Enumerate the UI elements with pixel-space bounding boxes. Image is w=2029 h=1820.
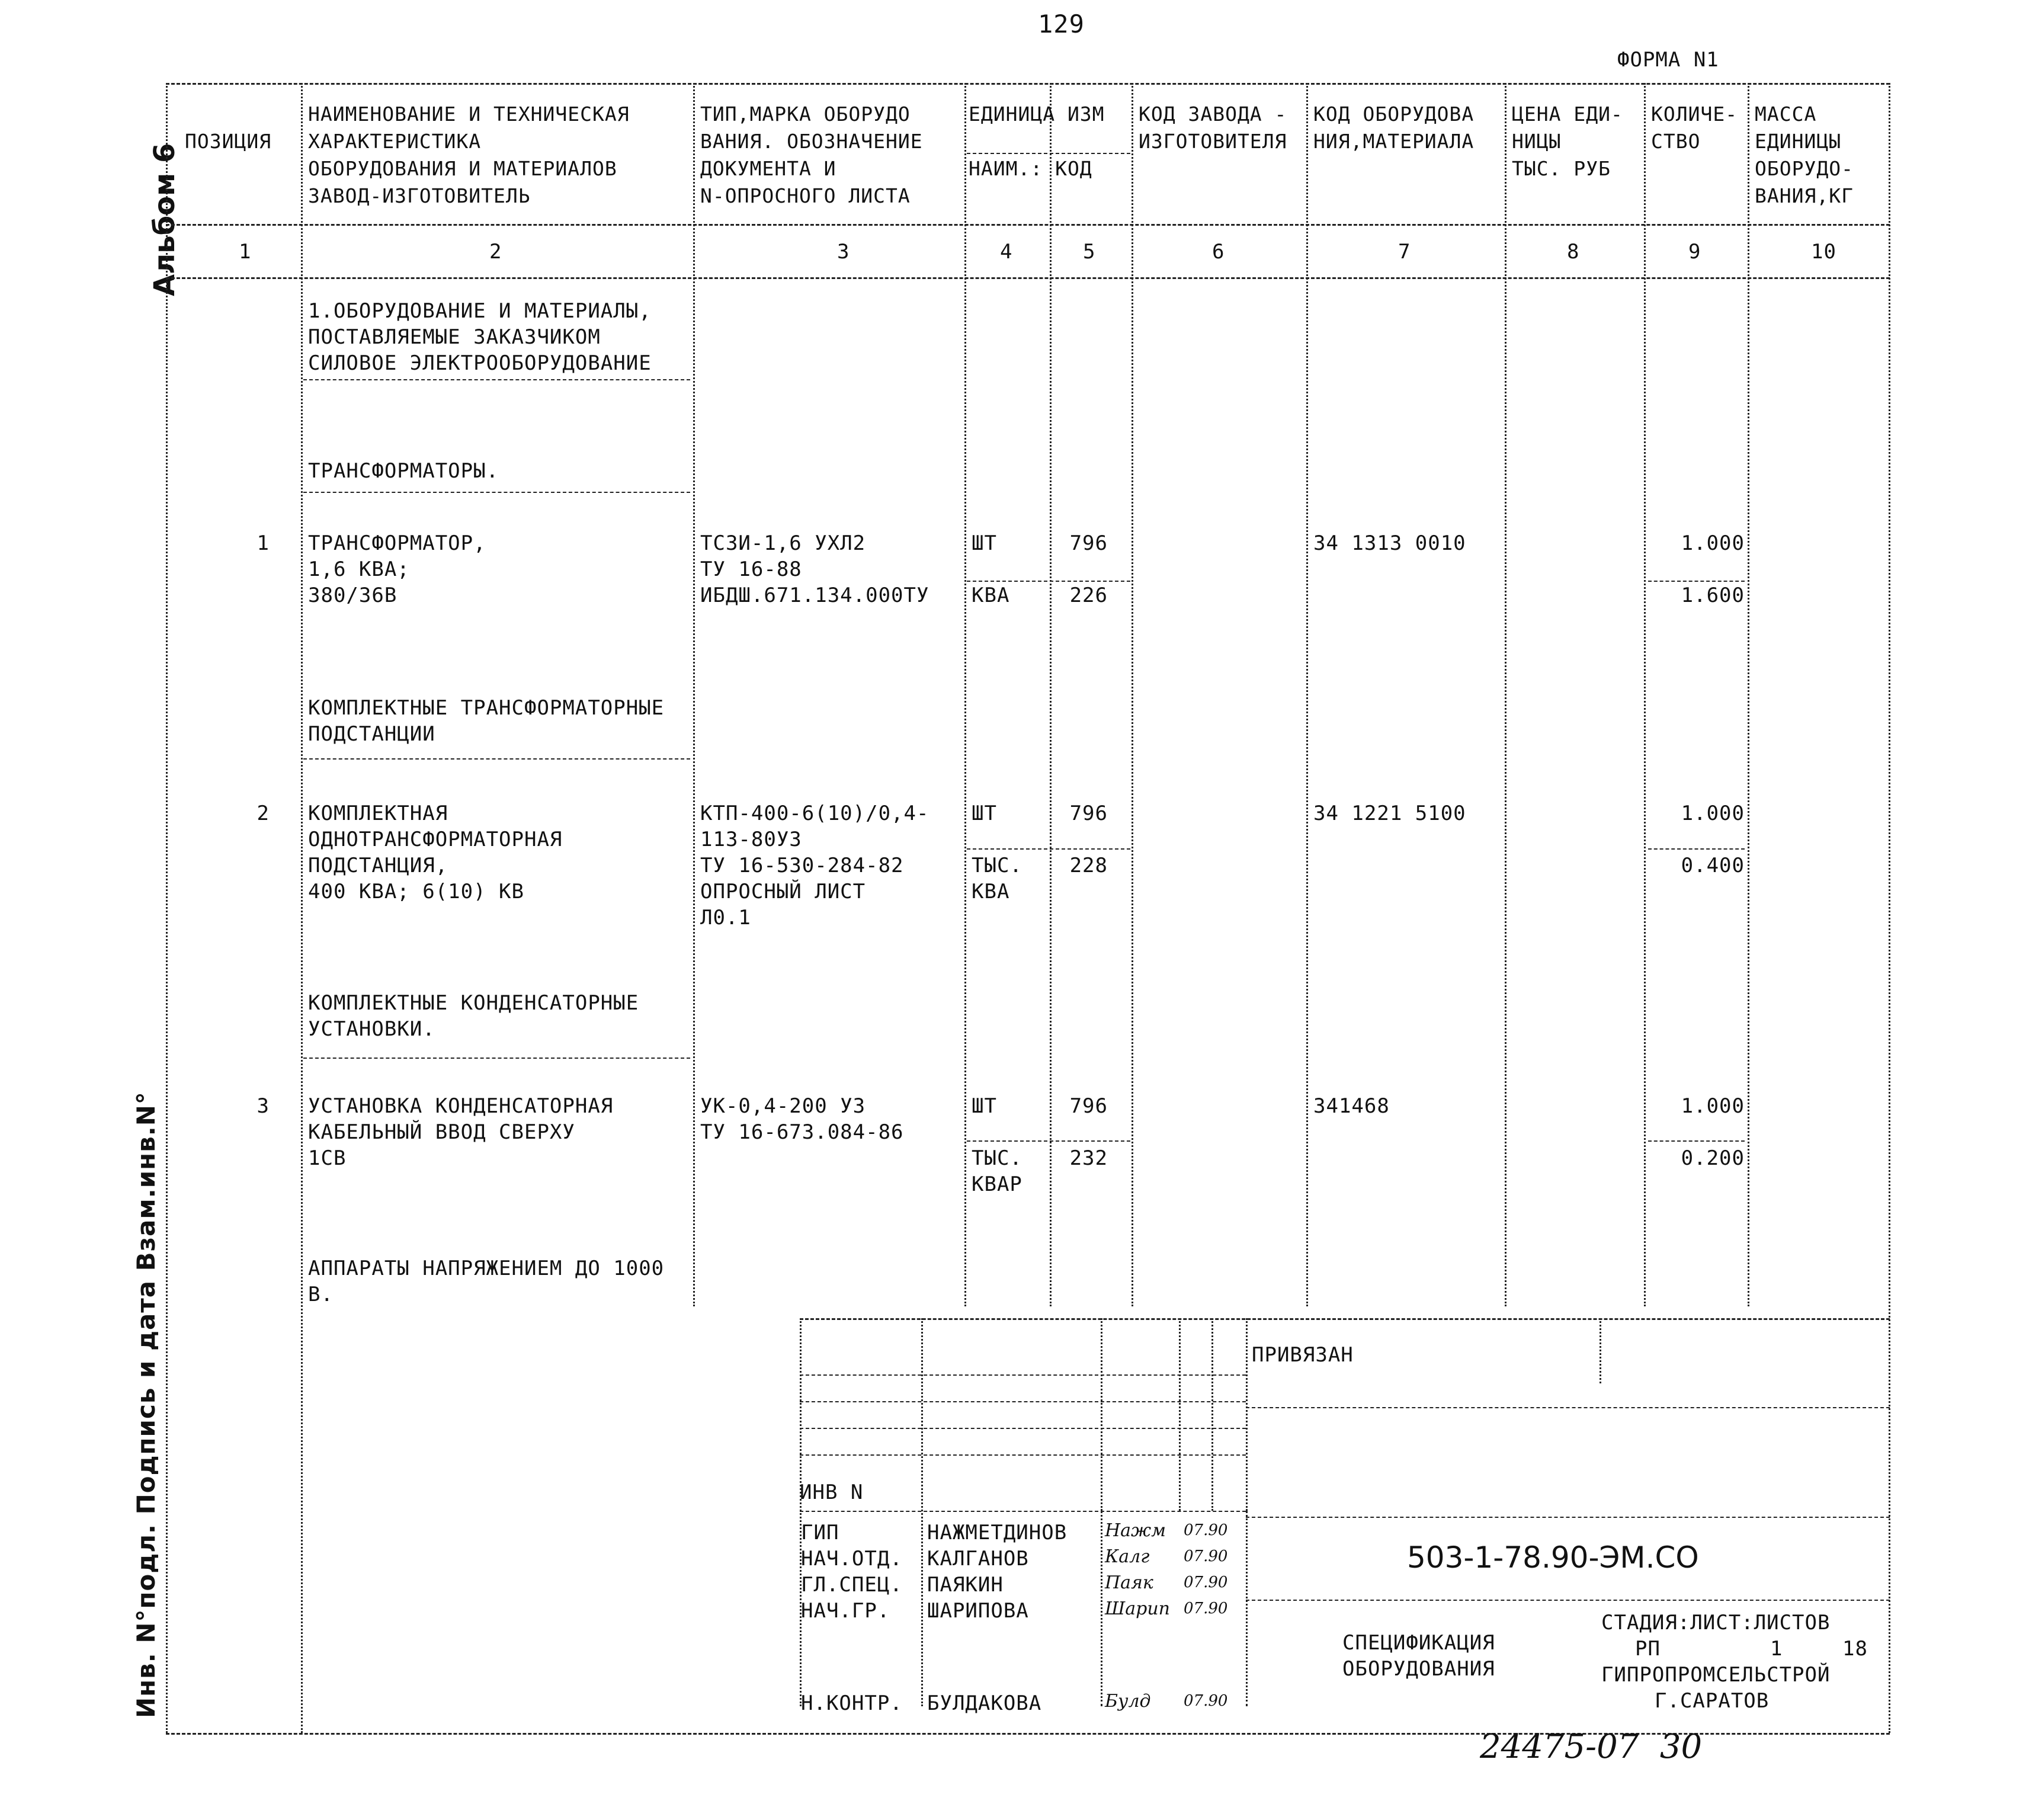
row-19-col-5: 232: [1069, 1146, 1108, 1170]
signatory-role-4: НАЧ.ГР.: [801, 1599, 890, 1623]
row-4-col-2: ТРАНСФОРМАТОРЫ.: [308, 459, 499, 483]
signatory-signature-2: Калг: [1105, 1546, 1150, 1567]
header-col-3-line-2: ВАНИЯ. ОБОЗНАЧЕНИЕ: [700, 130, 923, 153]
stamp-rule-right-b: [1246, 1517, 1890, 1518]
signatory-date-5: 07.90: [1184, 1692, 1228, 1710]
column-divider-7: [1505, 83, 1506, 1306]
row-12-col-3: ТУ 16-530-284-82: [700, 854, 904, 877]
row-8-col-2: КОМПЛЕКТНЫЕ ТРАНСФОРМАТОРНЫЕ: [308, 696, 665, 720]
stamp-divider-0: [800, 1318, 802, 1706]
signatory-role-1: ГИП: [801, 1521, 839, 1545]
column-divider-3: [964, 83, 966, 1306]
inv-label: ИНВ N: [800, 1481, 864, 1504]
column-divider-10: [1889, 83, 1890, 1733]
column-divider-4: [1050, 83, 1052, 1306]
header-col-7-line-1: КОД ОБОРУДОВА: [1313, 102, 1475, 126]
row-11-col-2: ОДНОТРАНСФОРМАТОРНАЯ: [308, 828, 563, 851]
doc-title-line-2: ОБОРУДОВАНИЯ: [1342, 1657, 1495, 1681]
row-5-col-1: 1: [257, 531, 270, 555]
signatory-date-4: 07.90: [1184, 1600, 1228, 1617]
section-rule-3: [303, 1058, 690, 1059]
signatory-role-5: Н.КОНТР.: [801, 1691, 903, 1715]
stamp-rule-0: [800, 1374, 1246, 1376]
unit-rule-2: [967, 1140, 1130, 1142]
section-rule-1: [303, 492, 690, 493]
stamp-divider-date: [1246, 1511, 1248, 1706]
column-divider-5: [1132, 83, 1133, 1306]
column-number-7: 7: [1398, 240, 1411, 264]
header-col-10-line-4: ВАНИЯ,КГ: [1755, 184, 1854, 207]
stamp-divider-3: [1179, 1318, 1181, 1511]
row-3-col-2: СИЛОВОЕ ЭЛЕКТРООБОРУДОВАНИЕ: [308, 351, 652, 375]
header-col-10-line-1: МАССА: [1755, 102, 1817, 126]
row-5-col-3: ТСЗИ-1,6 УХЛ2: [700, 531, 866, 555]
row-14-col-3: Л0.1: [700, 906, 751, 930]
row-2-col-2: ПОСТАВЛЯЕМЫЕ ЗАКАЗЧИКОМ: [308, 325, 601, 349]
table-rule-0: [166, 83, 1890, 85]
row-13-col-4: КВА: [972, 880, 1010, 903]
row-12-col-9: 0.400: [1681, 854, 1745, 877]
row-10-col-7: 34 1221 5100: [1313, 802, 1466, 825]
row-6-col-2: 1,6 КВА;: [308, 557, 410, 581]
row-15-col-2: КОМПЛЕКТНЫЕ КОНДЕНСАТОРНЫЕ: [308, 991, 639, 1015]
row-6-col-3: ТУ 16-88: [700, 557, 802, 581]
row-17-col-3: УК-0,4-200 У3: [700, 1094, 866, 1118]
row-17-col-9: 1.000: [1681, 1094, 1745, 1118]
row-18-col-2: КАБЕЛЬНЫЙ ВВОД СВЕРХУ: [308, 1120, 575, 1144]
privyazan-label: ПРИВЯЗАН: [1252, 1343, 1354, 1367]
row-10-col-5: 796: [1069, 802, 1108, 825]
signatory-name-1: НАЖМЕТДИНОВ: [927, 1521, 1068, 1545]
stamp-rule-right-a: [1246, 1407, 1890, 1408]
stamp-rule-3: [800, 1454, 1246, 1456]
album-label: Альбом 6: [148, 143, 181, 296]
row-10-col-9: 1.000: [1681, 802, 1745, 825]
header-col-9-line-1: КОЛИЧЕ-: [1651, 102, 1738, 126]
column-number-8: 8: [1567, 240, 1580, 264]
stamp-rule-4: [800, 1511, 1246, 1512]
column-number-3: 3: [837, 240, 850, 264]
stamp-rule-right-c: [1246, 1600, 1890, 1601]
signatory-signature-4: Шарип: [1105, 1598, 1170, 1619]
row-19-col-4: ТЫС.: [972, 1146, 1022, 1170]
signatory-date-2: 07.90: [1184, 1547, 1228, 1565]
row-10-col-4: ШТ: [972, 802, 997, 825]
header-col-10-line-3: ОБОРУДО-: [1755, 157, 1854, 180]
signatory-role-3: ГЛ.СПЕЦ.: [801, 1573, 903, 1597]
section-rule-0: [303, 379, 690, 380]
row-5-col-7: 34 1313 0010: [1313, 531, 1466, 555]
stamp-divider-stage: [1600, 1318, 1601, 1383]
qty-rule-2: [1648, 1140, 1745, 1142]
header-col-2-line-3: ОБОРУДОВАНИЯ И МАТЕРИАЛОВ: [308, 157, 617, 180]
row-5-col-2: ТРАНСФОРМАТОР,: [308, 531, 486, 555]
stage-value: РП: [1635, 1637, 1661, 1661]
row-7-col-2: 380/36В: [308, 584, 398, 607]
header-col-1-line-2: ПОЗИЦИЯ: [185, 130, 272, 153]
row-7-col-3: ИБДШ.671.134.000ТУ: [700, 584, 929, 607]
signatory-name-3: ПАЯКИН: [927, 1573, 1004, 1597]
unit-rule-1: [967, 848, 1130, 850]
column-divider-2: [693, 83, 695, 1306]
signatory-name-4: ШАРИПОВА: [927, 1599, 1029, 1623]
unit-header-rule: [967, 153, 1130, 154]
row-13-col-2: 400 КВА; 6(10) КВ: [308, 880, 524, 903]
row-12-col-4: ТЫС.: [972, 854, 1022, 877]
column-number-2: 2: [489, 240, 502, 264]
header-col-4-line-3: НАИМ.: КОД: [969, 157, 1092, 180]
signatory-name-5: БУЛДАКОВА: [927, 1691, 1042, 1715]
column-divider-0: [166, 83, 168, 1733]
stage-header: СТАДИЯ:ЛИСТ:ЛИСТОВ: [1601, 1611, 1831, 1635]
header-col-8-line-3: ТЫС. РУБ: [1512, 157, 1611, 180]
sheet-value: 1: [1770, 1637, 1783, 1661]
row-21-col-2: АППАРАТЫ НАПРЯЖЕНИЕМ ДО 1000: [308, 1257, 665, 1280]
stamp-divider-5: [1246, 1318, 1248, 1511]
stamp-divider-1: [921, 1318, 923, 1706]
signatory-date-1: 07.90: [1184, 1521, 1228, 1539]
row-18-col-3: ТУ 16-673.084-86: [700, 1120, 904, 1144]
header-col-2-line-1: НАИМЕНОВАНИЕ И ТЕХНИЧЕСКАЯ: [308, 102, 630, 126]
stamp-rule-2: [800, 1428, 1246, 1429]
table-rule-2: [166, 277, 1890, 279]
section-rule-2: [303, 758, 690, 760]
row-17-col-7: 341468: [1313, 1094, 1390, 1118]
sheets-value: 18: [1842, 1637, 1868, 1661]
row-5-col-9: 1.000: [1681, 531, 1745, 555]
header-col-3-line-1: ТИП,МАРКА ОБОРУДО: [700, 102, 911, 126]
row-5-col-5: 796: [1069, 531, 1108, 555]
header-col-10-line-2: ЕДИНИЦЫ: [1755, 130, 1842, 153]
row-20-col-4: КВАР: [972, 1172, 1022, 1196]
row-22-col-2: В.: [308, 1283, 334, 1306]
table-rule-3: [800, 1318, 1890, 1320]
city: Г.САРАТОВ: [1655, 1689, 1770, 1713]
header-col-2-line-2: ХАРАКТЕРИСТИКА: [308, 130, 482, 153]
signatory-date-3: 07.90: [1184, 1574, 1228, 1591]
header-col-3-line-4: N-ОПРОСНОГО ЛИСТА: [700, 184, 911, 207]
signatory-role-2: НАЧ.ОТД.: [801, 1547, 903, 1571]
row-12-col-2: ПОДСТАНЦИЯ,: [308, 854, 448, 877]
column-number-4: 4: [1000, 240, 1013, 264]
bottom-number: 24475-07 30: [1480, 1728, 1703, 1766]
header-col-3-line-3: ДОКУМЕНТА И: [700, 157, 836, 180]
signatory-signature-1: Нажм: [1105, 1520, 1166, 1541]
row-7-col-4: КВА: [972, 584, 1010, 607]
header-col-4-line-1: ЕДИНИЦА ИЗМ: [969, 102, 1105, 126]
doc-title-line-1: СПЕЦИФИКАЦИЯ: [1342, 1631, 1495, 1655]
column-number-5: 5: [1083, 240, 1096, 264]
row-5-col-4: ШТ: [972, 531, 997, 555]
stamp-divider-2: [1101, 1318, 1102, 1511]
row-17-col-1: 3: [257, 1094, 270, 1118]
form-label: ФОРМА N1: [1617, 48, 1719, 72]
stamp-rule-1: [800, 1401, 1246, 1402]
signatory-name-2: КАЛГАНОВ: [927, 1547, 1029, 1571]
row-1-col-2: 1.ОБОРУДОВАНИЕ И МАТЕРИАЛЫ,: [308, 299, 652, 323]
header-col-2-line-4: ЗАВОД-ИЗГОТОВИТЕЛЬ: [308, 184, 531, 207]
stamp-divider-sig: [1101, 1511, 1102, 1706]
row-7-col-9: 1.600: [1681, 584, 1745, 607]
column-number-6: 6: [1212, 240, 1225, 264]
signatory-signature-3: Паяк: [1105, 1572, 1153, 1593]
row-17-col-2: УСТАНОВКА КОНДЕНСАТОРНАЯ: [308, 1094, 614, 1118]
column-number-10: 10: [1811, 240, 1836, 264]
unit-rule-0: [967, 581, 1130, 582]
row-17-col-4: ШТ: [972, 1094, 997, 1118]
header-col-8-line-2: НИЦЫ: [1512, 130, 1562, 153]
signatory-signature-5: Булд: [1105, 1691, 1151, 1712]
column-divider-6: [1306, 83, 1308, 1306]
row-19-col-2: 1СВ: [308, 1146, 347, 1170]
row-9-col-2: ПОДСТАНЦИИ: [308, 722, 435, 746]
stamp-divider-4: [1211, 1318, 1213, 1511]
qty-rule-0: [1648, 581, 1745, 582]
header-col-8-line-1: ЦЕНА ЕДИ-: [1512, 102, 1623, 126]
row-17-col-5: 796: [1069, 1094, 1108, 1118]
doc-code: 503-1-78.90-ЭМ.СО: [1407, 1540, 1699, 1575]
row-11-col-3: 113-80У3: [700, 828, 802, 851]
row-16-col-2: УСТАНОВКИ.: [308, 1017, 435, 1041]
left-stamp-text: Инв. N°подл. Подпись и дата Взам.инв.N°: [132, 1091, 161, 1718]
row-7-col-5: 226: [1069, 584, 1108, 607]
header-col-7-line-2: НИЯ,МАТЕРИАЛА: [1313, 130, 1475, 153]
table-rule-1: [166, 224, 1890, 226]
row-10-col-2: КОМПЛЕКТНАЯ: [308, 802, 448, 825]
header-col-9-line-2: СТВО: [1651, 130, 1701, 153]
qty-rule-1: [1648, 848, 1745, 850]
row-19-col-9: 0.200: [1681, 1146, 1745, 1170]
column-divider-1: [301, 83, 303, 1733]
row-10-col-3: КТП-400-6(10)/0,4-: [700, 802, 929, 825]
column-number-1: 1: [239, 240, 252, 264]
row-10-col-1: 2: [257, 802, 270, 825]
column-number-9: 9: [1688, 240, 1701, 264]
row-12-col-5: 228: [1069, 854, 1108, 877]
row-13-col-3: ОПРОСНЫЙ ЛИСТ: [700, 880, 866, 903]
header-col-6-line-2: ИЗГОТОВИТЕЛЯ: [1139, 130, 1287, 153]
column-divider-8: [1644, 83, 1646, 1306]
page-number: 129: [1038, 9, 1085, 39]
organization: ГИПРОПРОМСЕЛЬСТРОЙ: [1601, 1663, 1831, 1687]
column-divider-9: [1748, 83, 1749, 1306]
header-col-6-line-1: КОД ЗАВОДА -: [1139, 102, 1287, 126]
